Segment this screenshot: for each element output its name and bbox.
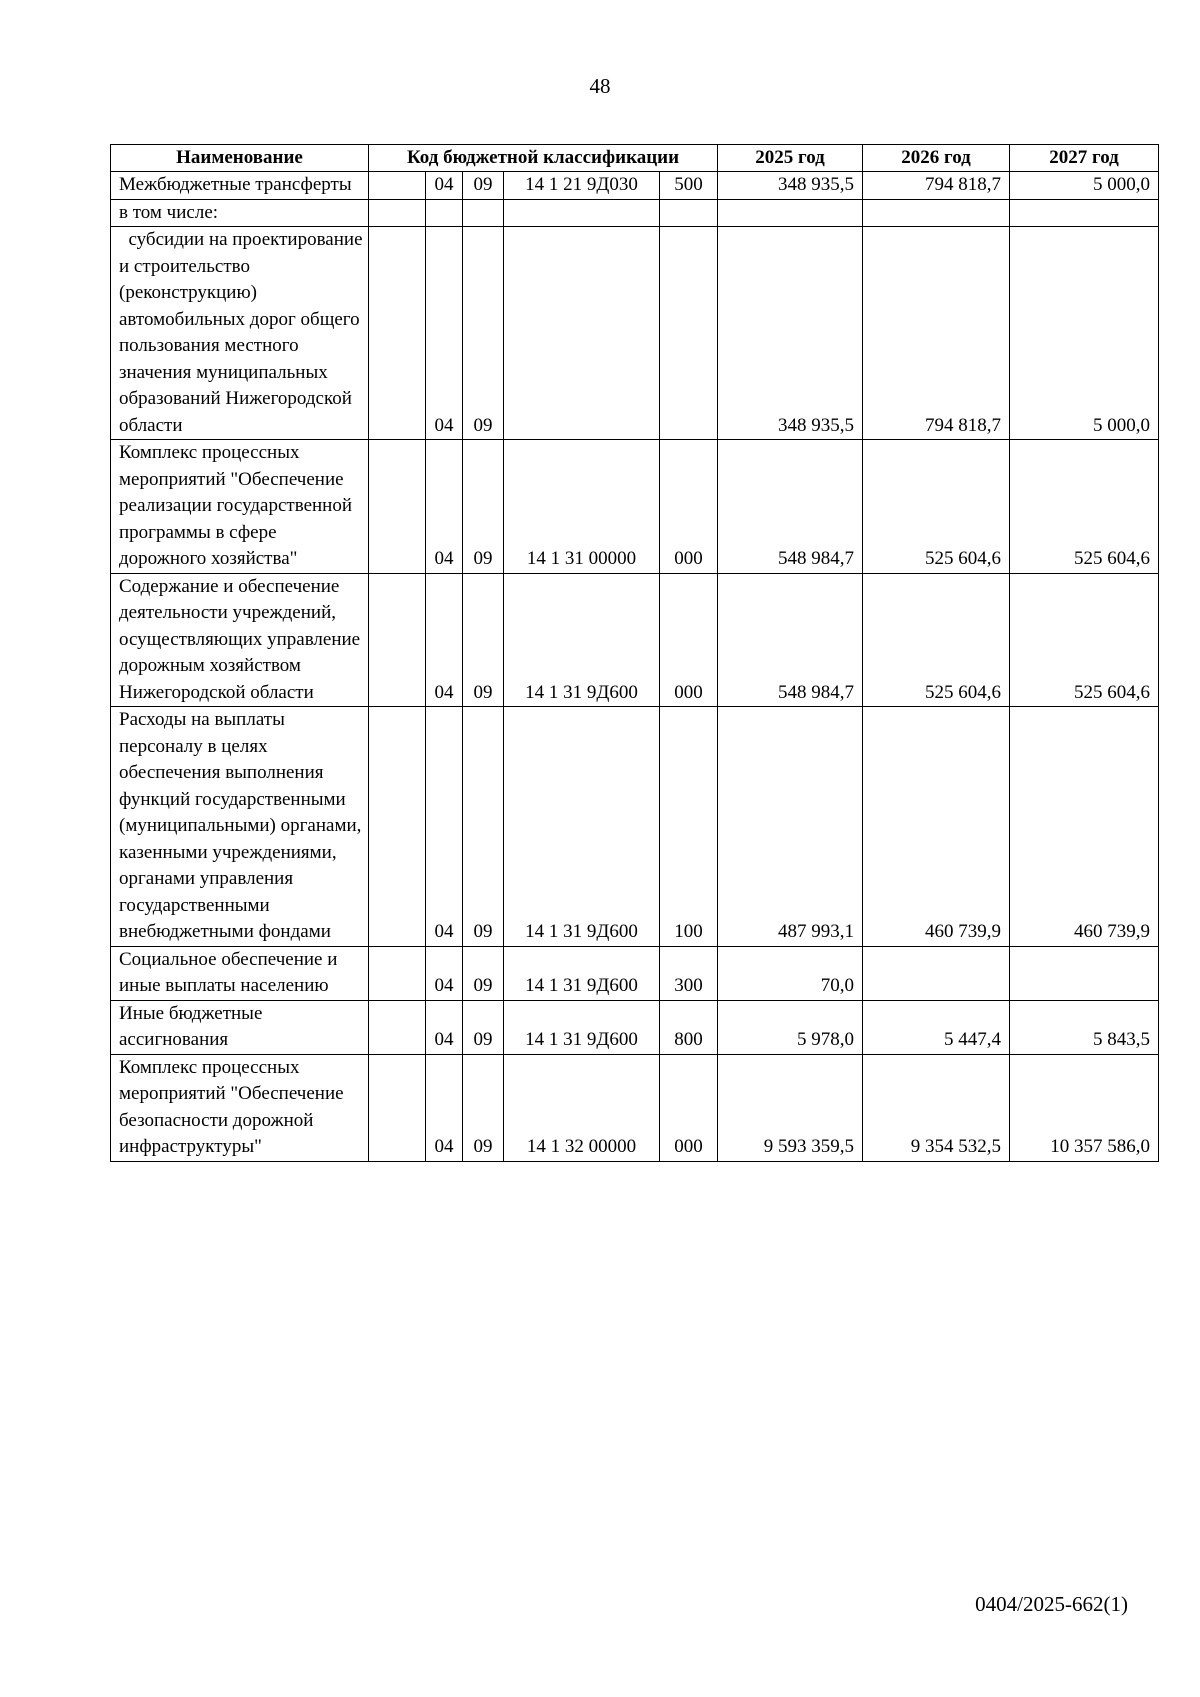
- code-subsection: 09: [463, 227, 504, 440]
- code-1: [369, 1000, 426, 1054]
- budget-table: [110, 144, 1159, 1162]
- code-1: [369, 172, 426, 200]
- code-expense-type: 000: [660, 440, 718, 574]
- header-name: Наименование: [111, 145, 369, 172]
- value-2025: 348 935,5: [718, 227, 863, 440]
- code-subsection: 09: [463, 1000, 504, 1054]
- code-expense-type: 100: [660, 707, 718, 947]
- code-1: [369, 199, 426, 227]
- table-row: [111, 1000, 1159, 1054]
- value-2027: 5 843,5: [1010, 1000, 1159, 1054]
- code-expense-type: 800: [660, 1000, 718, 1054]
- code-target: 14 1 21 9Д030: [504, 172, 660, 200]
- value-2027: 525 604,6: [1010, 440, 1159, 574]
- table-row: [111, 707, 1159, 947]
- header-2026: 2026 год: [863, 145, 1010, 172]
- value-2027: 10 357 586,0: [1010, 1054, 1159, 1161]
- code-target: [504, 199, 660, 227]
- code-section: [426, 199, 463, 227]
- code-section: 04: [426, 440, 463, 574]
- code-1: [369, 573, 426, 707]
- value-2025: 548 984,7: [718, 440, 863, 574]
- value-2026: 5 447,4: [863, 1000, 1010, 1054]
- code-expense-type: 300: [660, 946, 718, 1000]
- code-section: 04: [426, 1000, 463, 1054]
- row-name: Содержание и обеспечение деятельности учреждений, осуществляющих управление дорожным хозяйством Нижегородской области: [111, 573, 369, 707]
- value-2027: 525 604,6: [1010, 573, 1159, 707]
- value-2027: [1010, 946, 1159, 1000]
- code-target: 14 1 32 00000: [504, 1054, 660, 1161]
- table-row: [111, 440, 1159, 574]
- code-section: 04: [426, 172, 463, 200]
- code-1: [369, 440, 426, 574]
- code-target: 14 1 31 00000: [504, 440, 660, 574]
- value-2026: 794 818,7: [863, 227, 1010, 440]
- code-subsection: [463, 199, 504, 227]
- code-subsection: 09: [463, 440, 504, 574]
- code-subsection: 09: [463, 946, 504, 1000]
- table-row: [111, 199, 1159, 227]
- header-2025: 2025 год: [718, 145, 863, 172]
- code-section: 04: [426, 573, 463, 707]
- value-2025: 5 978,0: [718, 1000, 863, 1054]
- table-row: [111, 1054, 1159, 1161]
- code-target: [504, 227, 660, 440]
- value-2026: 460 739,9: [863, 707, 1010, 947]
- value-2026: [863, 946, 1010, 1000]
- row-name: Расходы на выплаты персоналу в целях обеспечения выполнения функций государственными (муниципальными) органами, казенными учреждениями, органами управления государственными внебюджетными фондами: [111, 707, 369, 947]
- code-expense-type: [660, 199, 718, 227]
- table-row: [111, 227, 1159, 440]
- row-name: Социальное обеспечение и иные выплаты населению: [111, 946, 369, 1000]
- header-2027: 2027 год: [1010, 145, 1159, 172]
- value-2026: [863, 199, 1010, 227]
- row-name: в том числе:: [111, 199, 369, 227]
- value-2027: 460 739,9: [1010, 707, 1159, 947]
- row-name: Комплекс процессных мероприятий "Обеспечение безопасности дорожной инфраструктуры": [111, 1054, 369, 1161]
- code-section: 04: [426, 946, 463, 1000]
- value-2025: 487 993,1: [718, 707, 863, 947]
- code-subsection: 09: [463, 172, 504, 200]
- code-target: 14 1 31 9Д600: [504, 573, 660, 707]
- code-target: 14 1 31 9Д600: [504, 946, 660, 1000]
- code-expense-type: 500: [660, 172, 718, 200]
- value-2026: 525 604,6: [863, 573, 1010, 707]
- code-section: 04: [426, 227, 463, 440]
- code-1: [369, 707, 426, 947]
- document-code: 0404/2025-662(1): [975, 1592, 1128, 1616]
- header-code: Код бюджетной классификации: [369, 145, 718, 172]
- code-1: [369, 946, 426, 1000]
- code-1: [369, 1054, 426, 1161]
- code-target: 14 1 31 9Д600: [504, 707, 660, 947]
- value-2026: 525 604,6: [863, 440, 1010, 574]
- value-2026: 794 818,7: [863, 172, 1010, 200]
- table-row: [111, 172, 1159, 200]
- code-subsection: 09: [463, 707, 504, 947]
- code-expense-type: 000: [660, 573, 718, 707]
- code-1: [369, 227, 426, 440]
- row-name: субсидии на проектирование и строительство (реконструкцию) автомобильных дорог общего пользования местного значения муниципальных образований Нижегородской области: [111, 227, 369, 440]
- value-2027: 5 000,0: [1010, 227, 1159, 440]
- row-name: Межбюджетные трансферты: [111, 172, 369, 200]
- value-2025: [718, 199, 863, 227]
- code-section: 04: [426, 707, 463, 947]
- code-target: 14 1 31 9Д600: [504, 1000, 660, 1054]
- code-subsection: 09: [463, 1054, 504, 1161]
- table-row: [111, 573, 1159, 707]
- value-2025: 9 593 359,5: [718, 1054, 863, 1161]
- code-expense-type: 000: [660, 1054, 718, 1161]
- code-expense-type: [660, 227, 718, 440]
- value-2025: 548 984,7: [718, 573, 863, 707]
- table-row: [111, 946, 1159, 1000]
- value-2025: 348 935,5: [718, 172, 863, 200]
- code-subsection: 09: [463, 573, 504, 707]
- value-2027: [1010, 199, 1159, 227]
- table-header-row: [111, 145, 1159, 172]
- row-name: Иные бюджетные ассигнования: [111, 1000, 369, 1054]
- value-2025: 70,0: [718, 946, 863, 1000]
- code-section: 04: [426, 1054, 463, 1161]
- page-number: 48: [589, 74, 611, 98]
- value-2027: 5 000,0: [1010, 172, 1159, 200]
- row-name: Комплекс процессных мероприятий "Обеспечение реализации государственной программы в сфере дорожного хозяйства": [111, 440, 369, 574]
- value-2026: 9 354 532,5: [863, 1054, 1010, 1161]
